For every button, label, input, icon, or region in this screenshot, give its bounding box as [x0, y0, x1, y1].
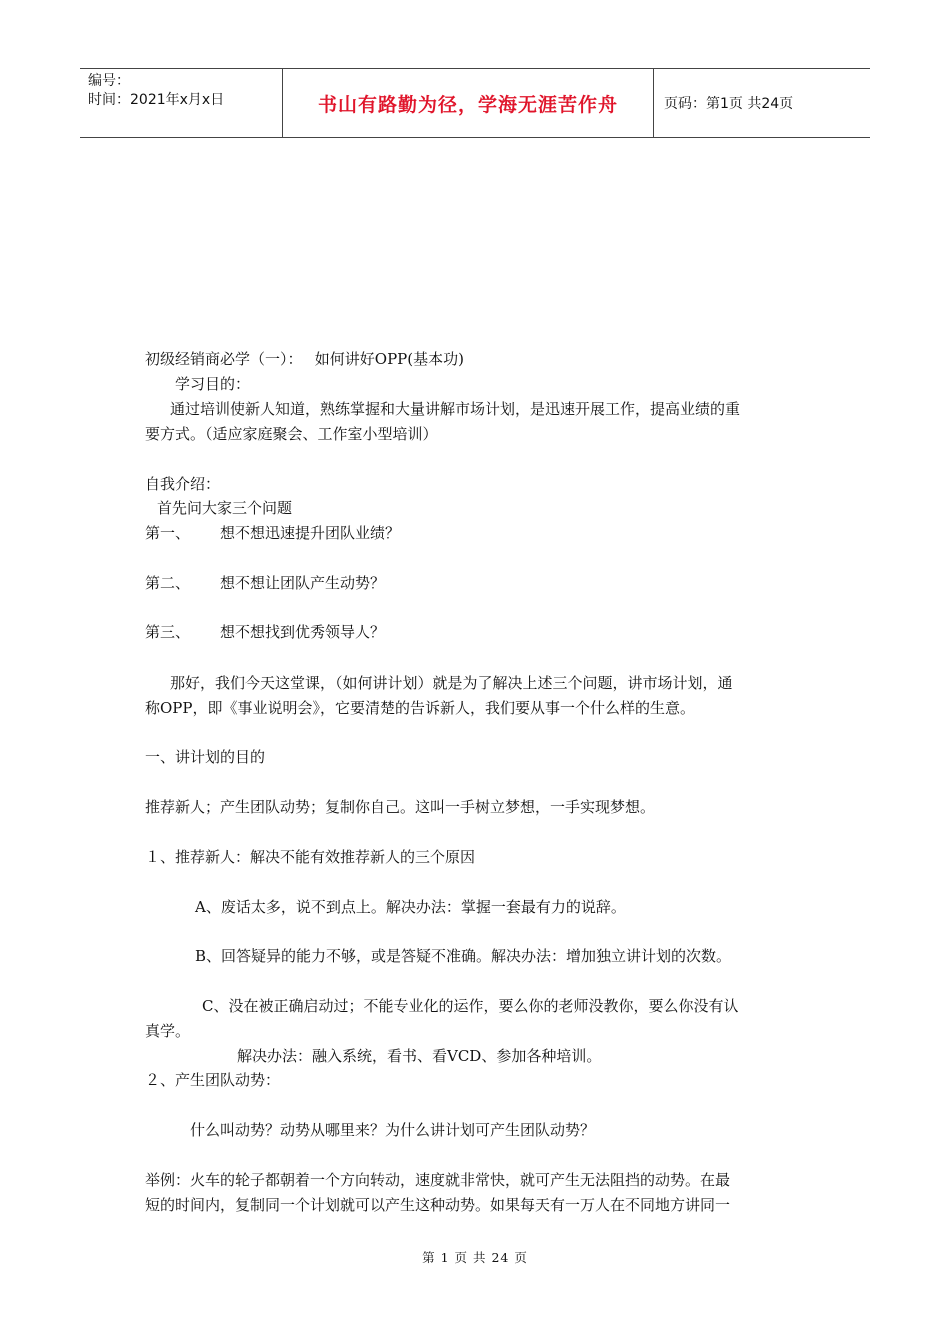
motto-text: 书山有路勤为径，学海无涯苦作舟	[317, 93, 618, 116]
purpose-text: 推荐新人；产生团队动势；复制你自己。这叫一手树立梦想，一手实现梦想。	[145, 798, 656, 816]
page-info: 页码：第1页 共24页	[664, 96, 794, 112]
page-footer: 第 1 页 共 24 页	[422, 1250, 528, 1265]
number-label: 编号：	[88, 73, 130, 89]
item-c-line-1: C、没在被正确启动过；不能专业化的运作，要么你的老师没教你，要么你没有认	[202, 997, 739, 1015]
goal-text-line-1: 通过培训使新人知道，熟练掌握和大量讲解市场计划，是迅速开展工作，提高业绩的重	[170, 400, 741, 418]
paragraph-1-line-1: 那好，我们今天这堂课，（如何讲计划）就是为了解决上述三个问题，讲市场计划，通	[170, 674, 733, 692]
document-title: 初级经销商必学（一）： 如何讲好OPP(基本功)	[145, 350, 464, 368]
date-label: 时间：2021年x月x日	[88, 92, 225, 108]
header-left-cell	[80, 69, 282, 137]
header-page-cell	[654, 69, 870, 137]
subsection-2-heading: ２、产生团队动势：	[145, 1071, 281, 1089]
momentum-question: 什么叫动势？动势从哪里来？为什么讲计划可产生团队动势？	[190, 1121, 596, 1139]
item-c-solution: 解决办法：融入系统，看书、看VCD、参加各种培训。	[237, 1047, 602, 1065]
example-line-2: 短的时间内，复制同一个计划就可以产生这种动势。如果每天有一万人在不同地方讲同一	[145, 1196, 731, 1214]
intro-text: 首先问大家三个问题	[157, 499, 293, 517]
question-3-text: 想不想找到优秀领导人？	[220, 623, 386, 641]
question-3-number: 第三、	[145, 623, 191, 641]
goal-text-line-2: 要方式。（适应家庭聚会、工作室小型培训）	[145, 425, 438, 443]
item-b: B、回答疑异的能力不够，或是答疑不准确。解决办法：增加独立讲计划的次数。	[195, 947, 732, 965]
intro-heading: 自我介绍：	[145, 475, 221, 493]
example-line-1: 举例：火车的轮子都朝着一个方向转动，速度就非常快，就可产生无法阻挡的动势。在最	[145, 1171, 731, 1189]
header-motto-cell	[282, 69, 654, 137]
item-a: A、废话太多，说不到点上。解决办法：掌握一套最有力的说辞。	[195, 898, 626, 916]
goal-heading: 学习目的：	[175, 375, 251, 393]
item-c-line-2: 真学。	[145, 1022, 191, 1040]
section-1-heading: 一、讲计划的目的	[145, 748, 266, 766]
paragraph-1-line-2: 称OPP，即《事业说明会》，它要清楚的告诉新人，我们要从事一个什么样的生意。	[145, 699, 695, 717]
subsection-1-heading: １、推荐新人：解决不能有效推荐新人的三个原因	[145, 848, 476, 866]
question-1-number: 第一、	[145, 524, 191, 542]
question-1-text: 想不想迅速提升团队业绩？	[220, 524, 401, 542]
header-table	[80, 68, 870, 138]
question-2-text: 想不想让团队产生动势？	[220, 574, 386, 592]
question-2-number: 第二、	[145, 574, 191, 592]
